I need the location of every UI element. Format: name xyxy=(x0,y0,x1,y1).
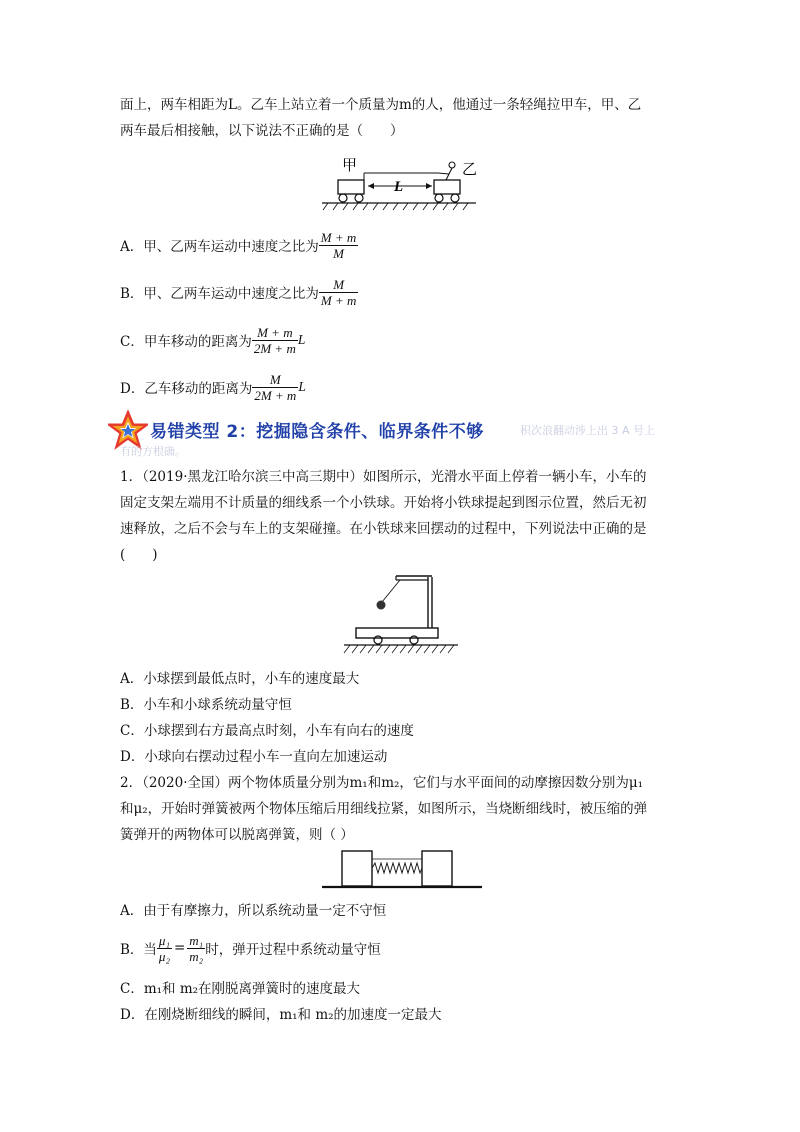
question-line: 2．（2020·全国）两个物体质量分别为m₁和m₂，它们与水平面间的动摩擦因数分别为μ₁ xyxy=(120,775,644,791)
wheel xyxy=(355,194,363,202)
option-d: D．在刚烧断细线的瞬间，m₁和 m₂的加速度一定最大 xyxy=(120,1007,442,1023)
option-b: B．甲、乙两车运动中速度之比为 $\frac{M}{M + m}$ xyxy=(120,276,357,308)
question-line: 和μ₂，开始时弹簧被两个物体压缩后用细线拉紧，如图所示，当烧断细线时，被压缩的弹 xyxy=(120,801,648,817)
wheel xyxy=(410,636,418,644)
question-line: 固定支架左端用不计质量的细线系一个小铁球。开始将小铁球提起到图示位置，然后无初 xyxy=(120,495,647,511)
block-m1 xyxy=(342,851,372,886)
fraction: $\frac{\text{μ₁}}{\text{μ₂}}$ xyxy=(158,932,170,964)
fraction: $\frac{M + m}{M}$ xyxy=(320,229,357,261)
option-b: B．小车和小球系统动量守恒 xyxy=(120,697,292,713)
wheel xyxy=(451,194,459,202)
option-d: D．乙车移动的距离为 $\frac{M}{2M + m}$ L xyxy=(120,371,306,403)
cart-yi xyxy=(434,180,460,194)
cart-jia xyxy=(338,180,364,194)
cart-body xyxy=(356,628,438,638)
section-title: 易错类型 2：挖掘隐含条件、临界条件不够 xyxy=(150,422,484,442)
fraction: $\frac{\text{m₁}}{\text{m₂}}$ xyxy=(189,932,204,964)
wheel xyxy=(339,194,347,202)
question-line: 速释放，之后不会与车上的支架碰撞。在小铁球来回摆动的过程中，下列说法中正确的是 xyxy=(120,521,647,537)
option-d: D．小球向右摆动过程小车一直向左加速运动 xyxy=(120,749,388,765)
iron-ball xyxy=(377,601,386,610)
option-a: A．甲、乙两车运动中速度之比为 $\frac{M + m}{M}$ xyxy=(120,229,357,261)
spring-blocks-figure xyxy=(322,846,482,894)
paragraph-line: 面上，两车相距为L。乙车上站立着一个质量为m的人，他通过一条轻绳拉甲车，甲、乙 xyxy=(120,97,642,113)
pendulum-cart-figure xyxy=(342,572,460,660)
spring xyxy=(372,863,422,873)
person xyxy=(449,162,455,168)
label-yi: 乙 xyxy=(462,160,478,178)
fraction: $\frac{M}{M + m}$ xyxy=(320,276,357,308)
label-L: L xyxy=(394,179,404,195)
watermark-text: 积次浪翻动涉上出 3 A 号上 xyxy=(520,424,656,437)
watermark-text: 有的方根确。 xyxy=(120,445,186,458)
option-c: C．m₁和 m₂在刚脱离弹簧时的速度最大 xyxy=(120,981,361,997)
block-m2 xyxy=(422,851,452,886)
string xyxy=(382,580,400,602)
option-c: C．甲车移动的距离为 $\frac{M + m}{2M + m}$ L xyxy=(120,324,306,356)
wheel xyxy=(374,636,382,644)
label-jia: 甲 xyxy=(342,156,358,174)
question-line: 1．（2019·黑龙江哈尔滨三中高三期中）如图所示，光滑水平面上停着一辆小车，小车的 xyxy=(120,469,647,485)
fraction: $\frac{M + m}{2M + m}$ xyxy=(253,324,296,356)
question-line: ( ) xyxy=(120,547,158,563)
option-a: A．小球摆到最低点时，小车的速度最大 xyxy=(120,671,360,687)
option-b: B．当 $\frac{\text{μ₁}}{\text{μ₂}}$ = $\frac{\text{m₁}}{\text{m₂}}$ 时，弹开过程中系统动量守恒 xyxy=(120,932,381,964)
paragraph-line: 两车最后相接触，以下说法不正确的是（ ） xyxy=(120,123,404,139)
wheel xyxy=(435,194,443,202)
option-a: A．由于有摩擦力，所以系统动量一定不守恒 xyxy=(120,903,387,919)
two-carts-figure xyxy=(318,150,480,212)
fraction: $\frac{M}{2M + m}$ xyxy=(254,371,297,403)
question-line: 簧弹开的两物体可以脱离弹簧，则（ ） xyxy=(120,827,354,843)
option-c: C．小球摆到右方最高点时刻，小车有向右的速度 xyxy=(120,723,414,739)
